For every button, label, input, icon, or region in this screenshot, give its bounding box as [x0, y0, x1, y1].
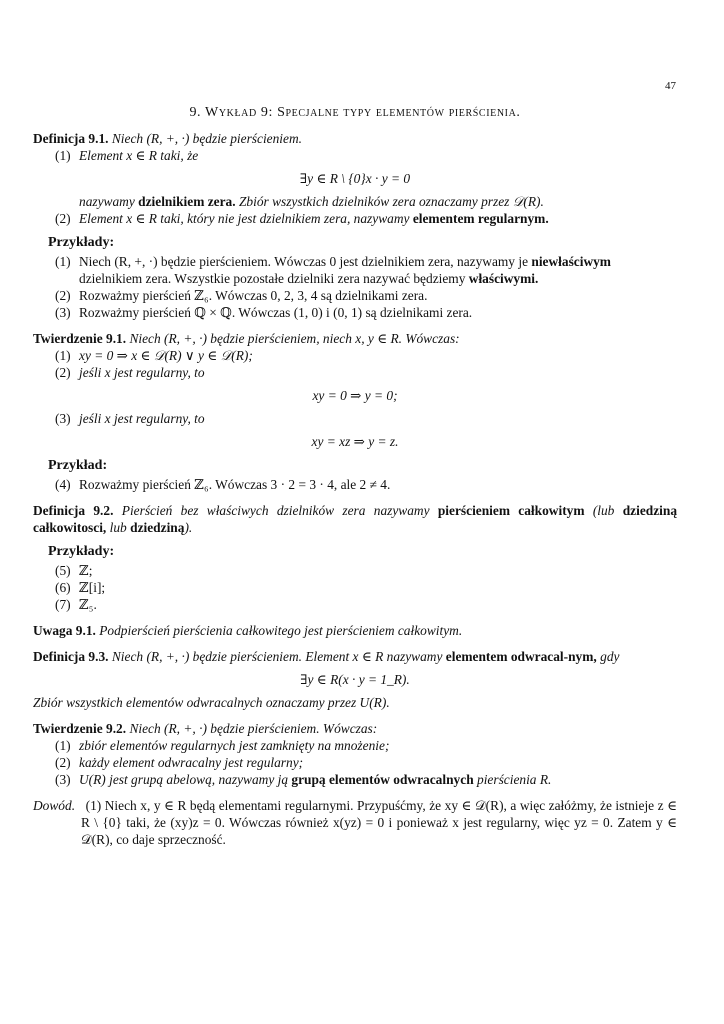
- item-text: Rozważmy pierścień ℚ × ℚ. Wówczas (1, 0) i (0, 1) są dzielnikami zera.: [79, 305, 473, 320]
- item-text: dzielnikiem zera. Wszystkie pozostałe dzielniki zera nazywać będziemy: [79, 271, 466, 286]
- item-number: (1): [55, 148, 71, 163]
- list-item: [55, 147, 677, 164]
- item-text: ℤ;: [79, 563, 93, 578]
- list-item: [55, 364, 677, 381]
- theorem-label: Twierdzenie 9.1.: [33, 331, 127, 346]
- definition-label: Definicja 9.1.: [33, 131, 109, 146]
- item-text: xy = 0 ⇒ x ∈ 𝒟(R) ∨ y ∈ 𝒟(R);: [79, 348, 253, 363]
- item-text: Element x ∈ R taki, który nie jest dzielnikiem zera, nazywamy: [79, 211, 410, 226]
- list-item: [55, 210, 677, 227]
- list-item: [55, 562, 677, 579]
- item-text: Rozważmy pierścień ℤ₆. Wówczas 3 · 2 = 3 · 4, ale 2 ≠ 4.: [79, 477, 391, 492]
- item-number: (4): [55, 477, 71, 492]
- item-number: (3): [55, 305, 71, 320]
- theorem-9-1: [33, 330, 677, 450]
- item-text: jeśli x jest regularny, to: [79, 365, 205, 380]
- list-item: [55, 596, 677, 613]
- remark-text: Podpierścień pierścienia całkowitego jest pierścieniem całkowitym.: [99, 623, 463, 638]
- display-formula: ∃y ∈ R \ {0}x · y = 0: [299, 171, 411, 186]
- list-item: [55, 754, 677, 771]
- list-item: [55, 579, 677, 596]
- defined-term: grupą elementów odwracalnych: [291, 772, 474, 787]
- item-number: (7): [55, 597, 71, 612]
- definition-text: Pierścień bez właściwych dzielników zera nazywamy: [121, 503, 430, 518]
- proof-text: (1) Niech x, y ∈ R będą elementami regularnymi. Przypuśćmy, że xy ∈ 𝒟(R), a więc załóżmy, że istnieje z ∈ R \ {0} taki, że (xy)z = 0. Wówczas również x(yz) = 0 i ponieważ x jest regularny, więc yz = 0. Zatem y ∈ 𝒟(R), co daje sprzeczność.: [81, 798, 678, 847]
- item-text: każdy element odwracalny jest regularny;: [79, 755, 304, 770]
- list-item: [55, 253, 677, 270]
- item-text: ℤ[i];: [79, 580, 106, 595]
- proof-label: Dowód.: [33, 798, 76, 813]
- definition-text: ).: [184, 520, 193, 535]
- item-number: (1): [55, 254, 71, 269]
- item-text: Niech (R, +, ·) będzie pierścieniem. Wówczas 0 jest dzielnikiem zera, nazywamy je: [79, 254, 529, 269]
- item-number: (2): [55, 288, 71, 303]
- list-item: [55, 287, 677, 304]
- list-item: [55, 304, 677, 321]
- definition-text: Zbiór wszystkich elementów odwracalnych oznaczamy przez U(R).: [33, 695, 390, 710]
- definition-label: Definicja 9.3.: [33, 649, 109, 664]
- item-text: pierścienia R.: [477, 772, 552, 787]
- lecture-content: [33, 104, 677, 848]
- proof: [33, 797, 677, 848]
- definition-text: (lub: [592, 503, 615, 518]
- defined-term: pierścieniem całkowitym: [437, 503, 585, 518]
- theorem-9-2: [33, 720, 677, 788]
- item-text: U(R) jest grupą abelową, nazywamy ją: [79, 772, 289, 787]
- list-item: [55, 771, 677, 788]
- display-formula: ∃y ∈ R(x · y = 1_R).: [300, 672, 410, 687]
- list-item: [55, 737, 677, 754]
- item-text: Zbiór wszystkich dzielników zera oznaczamy przez 𝒟(R).: [238, 194, 544, 209]
- defined-term: dziedziną: [130, 520, 185, 535]
- display-formula: xy = xz ⇒ y = z.: [311, 434, 399, 449]
- defined-term: dzielnikiem zera.: [138, 194, 236, 209]
- item-text: nazywamy: [79, 194, 135, 209]
- item-text: ℤ₅.: [79, 597, 97, 612]
- remark-9-1: [33, 622, 677, 639]
- definition-text: gdy: [600, 649, 620, 664]
- list-item: [55, 410, 677, 427]
- definition-label: Definicja 9.2.: [33, 503, 114, 518]
- definition-text: lub: [109, 520, 127, 535]
- item-number: (6): [55, 580, 71, 595]
- page-number: 47: [665, 80, 676, 92]
- definition-9-3: [33, 648, 677, 665]
- defined-term: elementem odwracal-nym,: [445, 649, 597, 664]
- definition-9-1: [33, 130, 677, 227]
- item-number: (2): [55, 755, 71, 770]
- defined-term: dziedziną całkowitosci,: [33, 503, 678, 535]
- theorem-intro: Niech (R, +, ·) będzie pierścieniem. Wówczas:: [129, 721, 378, 736]
- defined-term: elementem regularnym.: [412, 211, 549, 226]
- examples-heading: Przykłady:: [48, 544, 115, 559]
- item-number: (3): [55, 772, 71, 787]
- theorem-label: Twierdzenie 9.2.: [33, 721, 127, 736]
- examples-heading: Przykłady:: [48, 235, 115, 250]
- definition-intro: Niech (R, +, ·) będzie pierścieniem.: [111, 131, 302, 146]
- definition-text: Niech (R, +, ·) będzie pierścieniem. Element x ∈ R nazywamy: [111, 649, 443, 664]
- item-text: Rozważmy pierścień ℤ₆. Wówczas 0, 2, 3, 4 są dzielnikami zera.: [79, 288, 428, 303]
- defined-term: właściwymi.: [468, 271, 539, 286]
- item-text: Element x ∈ R taki, że: [79, 148, 199, 163]
- item-number: (1): [55, 348, 71, 363]
- item-number: (3): [55, 411, 71, 426]
- list-item: [55, 476, 677, 493]
- list-item: [55, 347, 677, 364]
- item-number: (1): [55, 738, 71, 753]
- item-text: jeśli x jest regularny, to: [79, 411, 205, 426]
- example-heading: Przykład:: [48, 458, 108, 473]
- item-number: (2): [55, 365, 71, 380]
- remark-label: Uwaga 9.1.: [33, 623, 96, 638]
- definition-9-2: [33, 502, 677, 536]
- section-title: 9. Wykład 9: Specjalne typy elementów pierścienia.: [189, 105, 521, 120]
- item-number: (2): [55, 211, 71, 226]
- theorem-intro: Niech (R, +, ·) będzie pierścieniem, niech x, y ∈ R. Wówczas:: [129, 331, 460, 346]
- defined-term: niewłaściwym: [531, 254, 611, 269]
- item-text: zbiór elementów regularnych jest zamknięty na mnożenie;: [79, 738, 390, 753]
- display-formula: xy = 0 ⇒ y = 0;: [312, 388, 398, 403]
- item-number: (5): [55, 563, 71, 578]
